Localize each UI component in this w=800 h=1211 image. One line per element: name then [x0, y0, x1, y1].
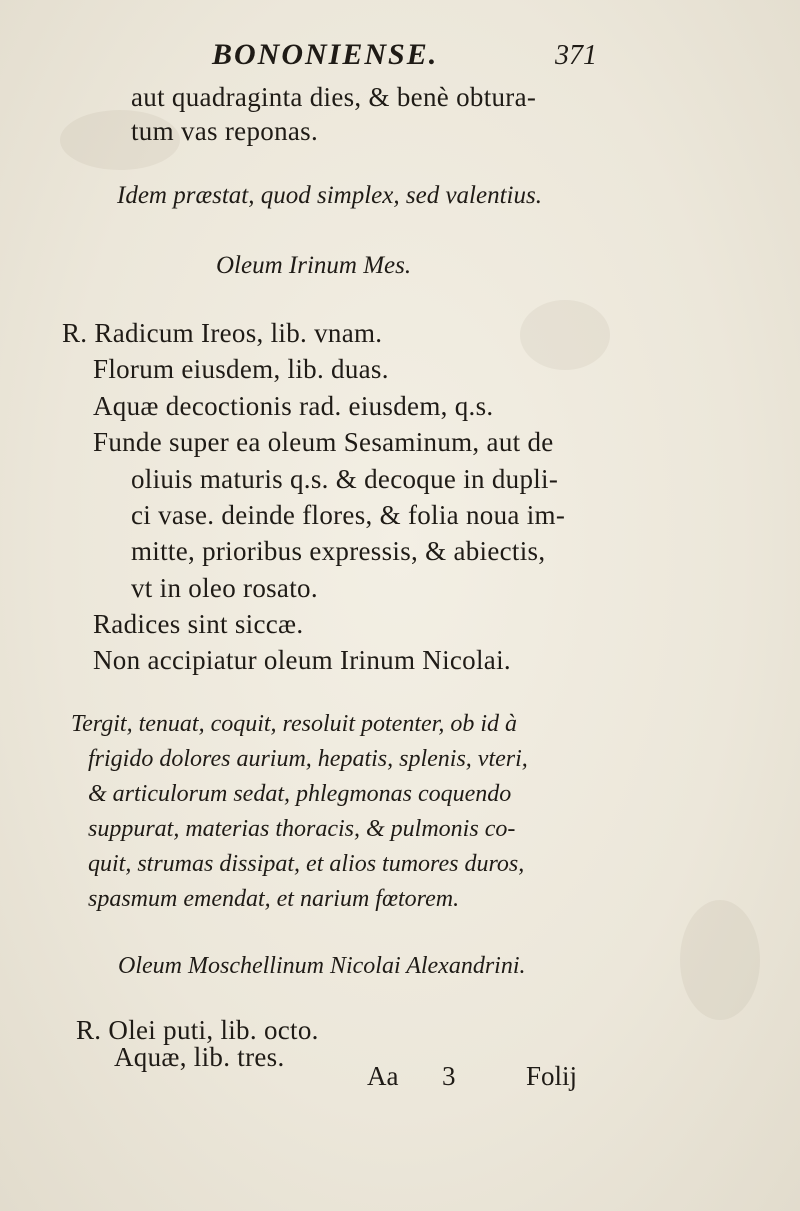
recipe-line: R. Radicum Ireos, lib. vnam.: [62, 318, 383, 348]
recipe-line: ci vase. deinde flores, & folia noua im-: [131, 500, 566, 530]
page-number: 371: [555, 40, 597, 71]
recipe-line: vt in oleo rosato.: [131, 573, 318, 603]
virtue-line: & articulorum sedat, phlegmonas coquendo: [88, 781, 512, 807]
text-line: tum vas reponas.: [131, 116, 319, 146]
recipe-line: Radices sint siccæ.: [93, 609, 304, 639]
recipe-line: mitte, prioribus expressis, & abiectis,: [131, 536, 546, 566]
recipe-line: oliuis maturis q.s. & decoque in dupli-: [131, 464, 559, 494]
italic-note: Idem præstat, quod simplex, sed valentius.: [117, 182, 542, 209]
text-line: aut quadraginta dies, & benè obtura-: [131, 82, 537, 112]
recipe-line: R. Olei puti, lib. octo.: [76, 1015, 319, 1045]
catchword: Folij: [526, 1061, 578, 1091]
running-header: BONONIENSE.: [212, 38, 439, 71]
recipe-line: Non accipiatur oleum Irinum Nicolai.: [93, 645, 511, 675]
recipe-title: Oleum Moschellinum Nicolai Alexandrini.: [118, 953, 526, 979]
signature-number: 3: [442, 1061, 456, 1091]
virtue-line: quit, strumas dissipat, et alios tumores duros,: [88, 851, 525, 877]
recipe-title: Oleum Irinum Mes.: [216, 252, 412, 279]
paper-stain: [520, 300, 610, 370]
recipe-line: Aquæ decoctionis rad. eiusdem, q.s.: [93, 391, 494, 421]
virtue-line: Tergit, tenuat, coquit, resoluit potenter, ob id à: [71, 711, 517, 737]
virtue-line: spasmum emendat, et narium fœtorem.: [88, 886, 460, 912]
recipe-line: Funde super ea oleum Sesaminum, aut de: [93, 427, 554, 457]
virtue-line: suppurat, materias thoracis, & pulmonis co-: [88, 816, 516, 842]
recipe-line: Florum eiusdem, lib. duas.: [93, 354, 389, 384]
recipe-line: Aquæ, lib. tres.: [114, 1042, 285, 1072]
signature-mark: Aa: [367, 1061, 399, 1091]
paper-stain: [680, 900, 760, 1020]
virtue-line: frigido dolores aurium, hepatis, splenis, vteri,: [88, 746, 528, 772]
